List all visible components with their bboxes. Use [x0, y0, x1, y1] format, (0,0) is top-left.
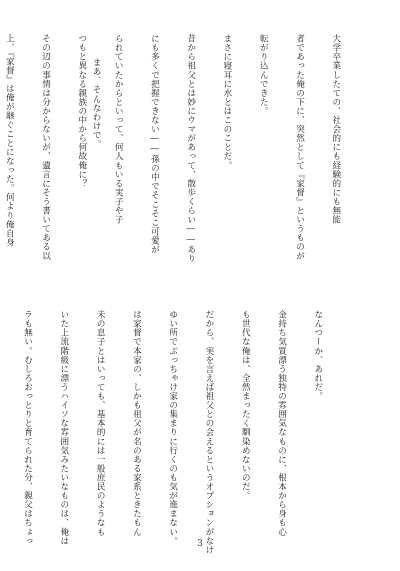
lower-column-2: 金持ち気質漂う独特の雰囲気なものに、根本から身も心: [276, 310, 287, 537]
lower-column-6: は家督で本家の、しかも祖父が名のある家系ときたもん: [131, 310, 142, 537]
upper-column-4: まさに寝耳に水とはこのことだ。: [221, 34, 232, 170]
upper-column-8: つもと異なる親族の中から何故俺に？: [76, 34, 87, 188]
upper-column-6: にも多くで把握できない――孫の中でそこそこ可愛が: [149, 34, 160, 254]
upper-column-2: 者であった俺の下に、突然として『家督』というものが: [294, 34, 305, 261]
page-number: 3: [197, 539, 203, 549]
lower-column-7: 未の息子とはいっても、基本的には一般庶民のようなも: [95, 310, 106, 537]
lower-column-4: だから、実を言えば祖父との会えるというオプションがなけ: [203, 310, 214, 555]
lower-column-1: なんつーか、あれだ。: [312, 310, 323, 401]
closing-line: まあ、そんなわけで。: [91, 58, 101, 149]
lower-column-5: ゆい所でぶっちゃけ家の集まりに行くのも気が進まない。: [167, 310, 178, 546]
upper-column-1: 大学卒業したての、社会的にも経験的にも無能: [330, 34, 341, 225]
lower-column-9: ラも無い。むしろおっとりと育てられた分、親父はちょっ: [22, 310, 33, 546]
upper-column-9: その辺の事情は分からないが、遺言にそう書いてある以: [40, 34, 51, 261]
upper-column-10: 上、『家督』は俺が継ぐことになった。何より俺自身: [4, 34, 15, 247]
lower-column-3: も世代な俺は、全然まったく馴染めないのだ。: [240, 310, 251, 501]
upper-column-5: 昔から祖父とは妙にウマがあって、散歩くらい――あり: [185, 34, 196, 264]
upper-column-3: 転がり込んできた。: [258, 34, 269, 116]
upper-column-7: られていたからといって、何人もいる実子や子: [113, 34, 124, 225]
lower-column-8: いた上流階級に漂うハイソな雰囲気みたいなものは、俺は: [58, 310, 69, 546]
lower-text-block: [22, 310, 348, 555]
